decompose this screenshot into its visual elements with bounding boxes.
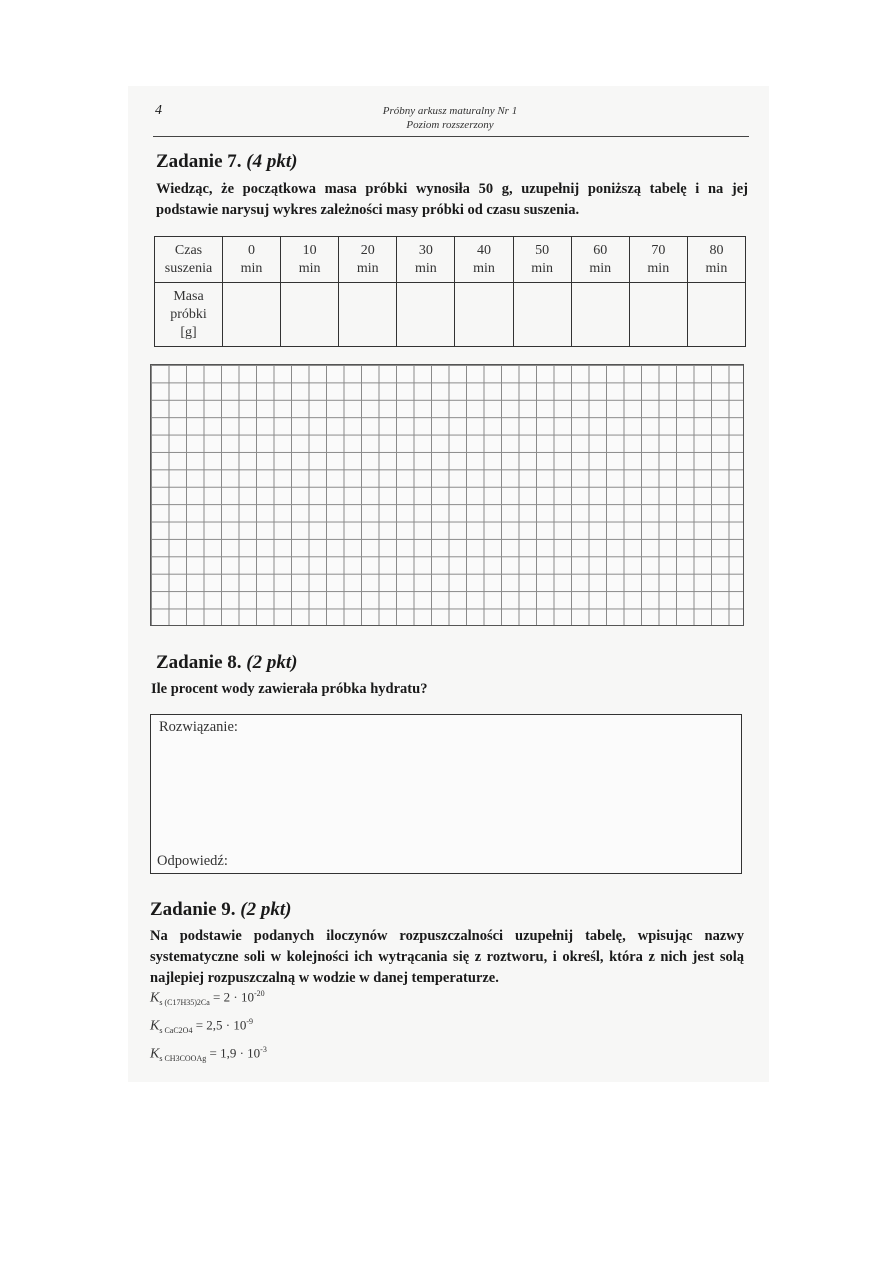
task7-heading bbox=[156, 151, 297, 173]
time-cell: 40 min bbox=[455, 237, 513, 283]
solution-label: Rozwiązanie: bbox=[159, 719, 238, 735]
mass-cell[interactable] bbox=[339, 283, 397, 347]
task8-title: Zadanie 8. bbox=[156, 652, 242, 673]
time-row bbox=[155, 237, 746, 283]
mass-cell[interactable] bbox=[571, 283, 629, 347]
time-cell: 0 min bbox=[223, 237, 281, 283]
graph-paper-grid[interactable] bbox=[150, 364, 744, 626]
mass-cell[interactable] bbox=[687, 283, 745, 347]
mass-cell[interactable] bbox=[223, 283, 281, 347]
task7-title: Zadanie 7. bbox=[156, 151, 242, 172]
task8-points: (2 pkt) bbox=[246, 652, 298, 673]
time-cell: 30 min bbox=[397, 237, 455, 283]
task9-points: (2 pkt) bbox=[240, 899, 292, 920]
ks-constant-row: $K_{s CaC2O4} = 2,5 \cdot 10^{-9}$ bbox=[150, 1017, 254, 1035]
mass-cell[interactable] bbox=[397, 283, 455, 347]
time-cell: 50 min bbox=[513, 237, 571, 283]
ks-constant-row: $K_{s (C17H35)2Ca} = 2 \cdot 10^{-20}$ bbox=[150, 989, 265, 1007]
task9-title: Zadanie 9. bbox=[150, 899, 236, 920]
task7-instruction: Wiedząc, że początkowa masa próbki wynosiła 50 g, uzupełnij poniższą tabelę i na jej podstawie narysuj wykres zależności masy próbki od czasu suszenia. bbox=[156, 181, 748, 218]
task8-answer-box[interactable] bbox=[150, 714, 742, 874]
task7-points: (4 pkt) bbox=[246, 151, 298, 172]
task8-question: Ile procent wody zawierała próbka hydratu? bbox=[151, 681, 428, 697]
header-title-line2: Poziom rozszerzony bbox=[406, 119, 494, 131]
time-cell: 80 min bbox=[687, 237, 745, 283]
drying-table bbox=[154, 236, 746, 347]
header-title-line1: Próbny arkusz maturalny Nr 1 bbox=[382, 105, 518, 117]
mass-cell[interactable] bbox=[629, 283, 687, 347]
ks-constant-row: $K_{s CH3COOAg} = 1,9 \cdot 10^{-3}$ bbox=[150, 1045, 267, 1063]
time-cell: 70 min bbox=[629, 237, 687, 283]
mass-row bbox=[155, 283, 746, 347]
running-header bbox=[300, 104, 600, 132]
time-cell: 10 min bbox=[281, 237, 339, 283]
time-cell: 20 min bbox=[339, 237, 397, 283]
task9-heading bbox=[150, 899, 291, 921]
mass-cell[interactable] bbox=[281, 283, 339, 347]
mass-row-header: Masa próbki [g] bbox=[155, 283, 223, 347]
mass-cell[interactable] bbox=[455, 283, 513, 347]
page-number: 4 bbox=[155, 103, 162, 118]
time-cell: 60 min bbox=[571, 237, 629, 283]
header-divider bbox=[153, 136, 749, 137]
task9-instruction: Na podstawie podanych iloczynów rozpuszczalności uzupełnij tabelę, wpisując nazwy systematyczne soli w kolejności ich wytrącania się z roztworu, i określ, która z nich jest solą najlepiej rozpuszczalną w wodzie w danej temperaturze. bbox=[150, 928, 744, 986]
answer-label: Odpowiedź: bbox=[157, 853, 228, 869]
time-row-header: Czas suszenia bbox=[155, 237, 223, 283]
mass-cell[interactable] bbox=[513, 283, 571, 347]
task8-heading bbox=[156, 652, 297, 674]
